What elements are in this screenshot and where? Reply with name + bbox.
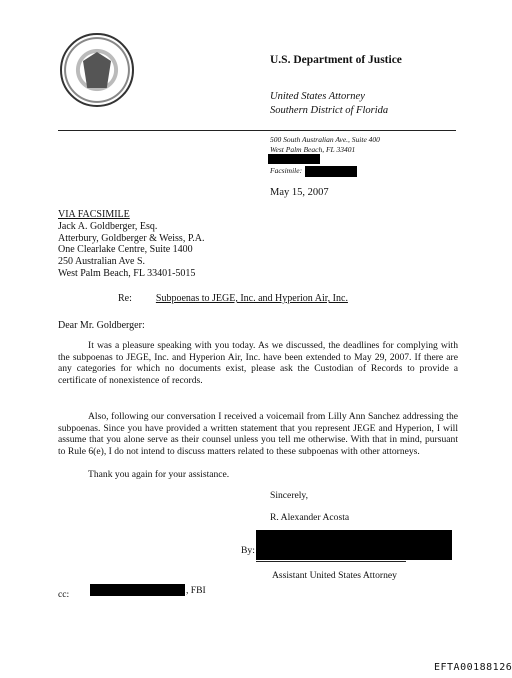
signature-line [256, 561, 406, 562]
addressee-line: Jack A. Goldberger, Esq. [58, 220, 158, 232]
signer-title: Assistant United States Attorney [272, 570, 397, 581]
office-title: United States Attorney [270, 91, 365, 102]
cc-label: cc: [58, 589, 70, 600]
salutation: Dear Mr. Goldberger: [58, 320, 145, 331]
letter-date: May 15, 2007 [270, 187, 329, 198]
office-block [270, 90, 388, 118]
body-paragraph-1 [58, 340, 458, 387]
addressee-line: 250 Australian Ave S. [58, 256, 146, 268]
addressee-line: One Clearlake Centre, Suite 1400 [58, 244, 193, 256]
re-line [118, 293, 348, 304]
body-paragraph-3: Thank you again for your assistance. [88, 469, 230, 480]
redaction-facsimile [305, 166, 357, 177]
eagle-icon [83, 52, 111, 88]
letterhead-divider [58, 130, 456, 131]
addressee-block [58, 209, 205, 280]
doj-seal-logo [60, 33, 134, 107]
facsimile-label: Facsimile: [270, 166, 303, 176]
department-name: U.S. Department of Justice [270, 54, 402, 66]
cc-organization: , FBI [186, 585, 206, 596]
addressee-line: Atterbury, Goldberger & Weiss, P.A. [58, 232, 205, 244]
facsimile-line [270, 166, 357, 177]
re-subject: Subpoenas to JEGE, Inc. and Hyperion Air, Inc. [155, 293, 348, 304]
closing: Sincerely, [270, 490, 309, 501]
address-line-2: West Palm Beach, FL 33401 [270, 145, 356, 154]
document-stamp: EFTA00188126 [434, 662, 512, 673]
re-label: Re: [118, 293, 132, 304]
signer-name: R. Alexander Acosta [270, 512, 350, 523]
addressee-line: West Palm Beach, FL 33401-5015 [58, 267, 196, 279]
body-paragraph-2-text: Also, following our conversation I received a voicemail from Lilly Ann Sanchez addressing the subpoenas. Since you have provided a written statement that you represent JEGE and Hyperion, I will assume that you alone serve as their counsel unless you tell me otherwise. With that in mind, pursuant to Rule 6(e), I do not intend to discuss matters related to these subpoenas with other attorneys. [58, 411, 458, 458]
redaction-phone [268, 154, 320, 164]
redaction-cc [90, 584, 185, 596]
office-address [270, 135, 380, 155]
address-line-1: 500 South Australian Ave., Suite 400 [270, 135, 380, 144]
redaction-signature [256, 530, 452, 560]
by-label: By: [241, 545, 255, 556]
office-district: Southern District of Florida [270, 105, 389, 116]
delivery-method: VIA FACSIMILE [58, 209, 130, 220]
body-paragraph-1-text: It was a pleasure speaking with you today. As we discussed, the deadlines for complying with the subpoenas to JEGE, Inc. and Hyperion Air, Inc. have been extended to May 29, 2007. If there are any categories for which no documents exist, please ask the Custodian of Records to provide a certificate of nonexistence of records. [58, 340, 458, 387]
body-paragraph-2 [58, 411, 458, 458]
